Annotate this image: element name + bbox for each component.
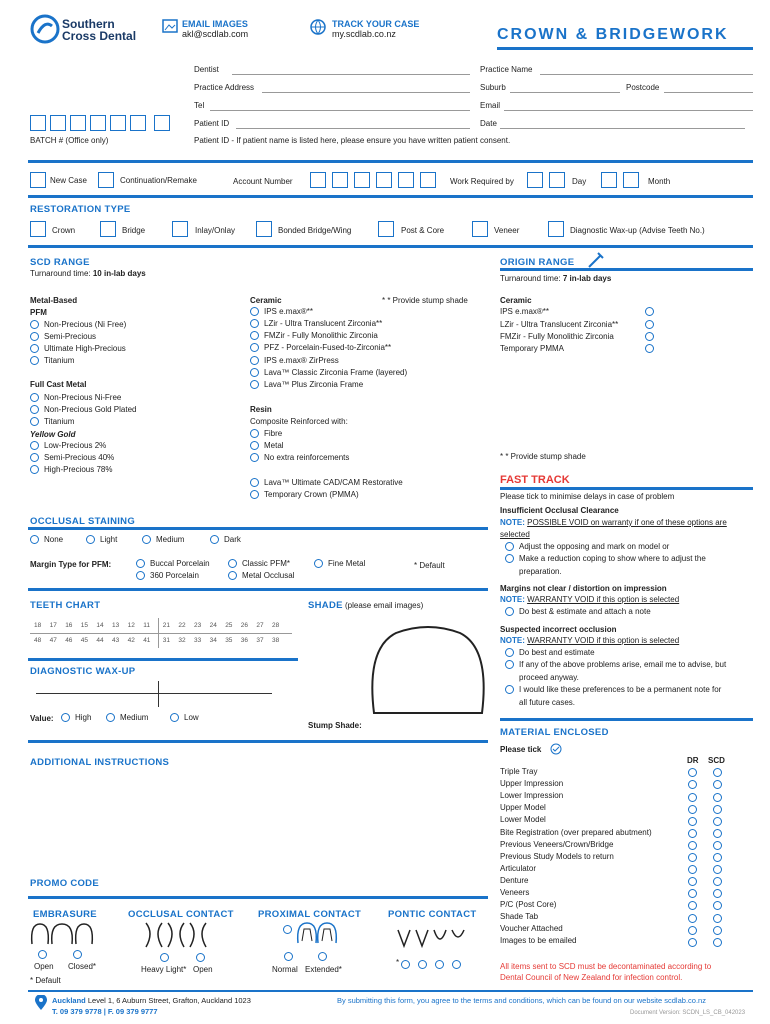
material-scd-radio[interactable] bbox=[713, 901, 727, 910]
ceramic-heading: Ceramic bbox=[250, 296, 282, 305]
embrasure-open-label: Open bbox=[34, 962, 54, 971]
material-scd-radio[interactable] bbox=[713, 889, 727, 898]
staining-option[interactable]: None bbox=[30, 534, 63, 546]
decontaminate-warning-1: All items sent to SCD must be decontaminated according to bbox=[500, 962, 712, 971]
occlusal-open-label: Open bbox=[193, 965, 213, 974]
tooth-14[interactable]: 14 bbox=[96, 622, 104, 629]
patient-id-label: Patient ID bbox=[194, 119, 230, 128]
margin-option[interactable]: Metal Occlusal bbox=[228, 570, 294, 582]
pontic-radio[interactable] bbox=[452, 960, 466, 969]
material-dr-radio[interactable] bbox=[688, 901, 702, 910]
promo-default: * Default bbox=[30, 976, 61, 985]
embrasure-closed-radio[interactable] bbox=[73, 950, 87, 959]
resin-option[interactable]: Fibre bbox=[250, 428, 282, 440]
restoration-post-label: Post & Core bbox=[401, 226, 445, 235]
day-label: Day bbox=[572, 177, 587, 186]
full-cast-option[interactable]: Non-Precious Ni-Free bbox=[30, 392, 121, 404]
additional-instructions-area[interactable] bbox=[30, 772, 488, 868]
ceramic-option[interactable]: LZir - Ultra Translucent Zirconia** bbox=[250, 318, 382, 330]
suburb-label: Suburb bbox=[480, 83, 506, 92]
material-dr-radio[interactable] bbox=[688, 768, 702, 777]
proximal-radio[interactable] bbox=[283, 925, 297, 934]
tooth-48[interactable]: 48 bbox=[34, 637, 42, 644]
please-tick-label: Please tick bbox=[500, 745, 542, 754]
occlusal-staining-title: OCCLUSAL STAINING bbox=[30, 516, 136, 527]
pfm-option[interactable]: Ultimate High-Precious bbox=[30, 343, 126, 355]
material-dr-radio[interactable] bbox=[688, 780, 702, 789]
tooth-42[interactable]: 42 bbox=[127, 637, 135, 644]
suspected-option-cont: proceed anyway. bbox=[519, 673, 579, 682]
origin-option-label: Temporary PMMA bbox=[500, 344, 565, 353]
tooth-28[interactable]: 28 bbox=[272, 622, 280, 629]
insufficient-note-2: selected bbox=[500, 530, 530, 539]
tooth-31[interactable]: 31 bbox=[162, 637, 171, 644]
restoration-bridge-label: Bridge bbox=[122, 226, 146, 235]
origin-turnaround: Turnaround time: 7 in-lab days bbox=[500, 274, 612, 283]
insufficient-option[interactable]: Adjust the opposing and mark on model or bbox=[505, 541, 669, 553]
new-case-label: New Case bbox=[50, 176, 87, 185]
patient-consent-note: Patient ID - If patient name is listed here, please ensure you have written patient consent. bbox=[194, 136, 511, 145]
material-scd-radio[interactable] bbox=[713, 792, 727, 801]
embrasure-teeth-icon bbox=[30, 922, 96, 948]
tooth-11[interactable]: 11 bbox=[143, 622, 150, 629]
origin-stump-note: * * Provide stump shade bbox=[500, 452, 586, 461]
resin-heading: Resin bbox=[250, 405, 272, 414]
shade-tooth-outline[interactable] bbox=[366, 623, 490, 717]
tooth-15[interactable]: 15 bbox=[80, 622, 89, 629]
suspected-option[interactable]: If any of the above problems arise, email me to advise, but bbox=[505, 659, 726, 671]
tooth-25[interactable]: 25 bbox=[225, 622, 233, 629]
additional-title: ADDITIONAL INSTRUCTIONS bbox=[30, 757, 170, 768]
permanent-note-option[interactable]: I would like these preferences to be a permanent note for bbox=[505, 684, 721, 696]
material-scd-radio[interactable] bbox=[713, 780, 727, 789]
practice-name-label: Practice Name bbox=[480, 65, 533, 74]
track-value[interactable]: my.scdlab.co.nz bbox=[332, 29, 396, 39]
origin-ceramic-heading: Ceramic bbox=[500, 296, 532, 305]
material-scd-radio[interactable] bbox=[713, 841, 727, 850]
yellow-gold-option[interactable]: Low-Precious 2% bbox=[30, 440, 106, 452]
margin-option[interactable]: 360 Porcelain bbox=[136, 570, 199, 582]
margin-option[interactable]: Buccal Porcelain bbox=[136, 558, 210, 570]
material-dr-radio[interactable] bbox=[688, 816, 702, 825]
restoration-bonded-checkbox[interactable] bbox=[256, 221, 272, 237]
postcode-field[interactable] bbox=[664, 92, 753, 93]
ceramic-option[interactable]: IPS e.max®** bbox=[250, 306, 313, 318]
date-label: Date bbox=[480, 119, 497, 128]
account-number-label: Account Number bbox=[233, 177, 293, 186]
tooth-13[interactable]: 13 bbox=[112, 622, 120, 629]
practice-name-field[interactable] bbox=[540, 74, 753, 75]
tooth-33[interactable]: 33 bbox=[194, 637, 202, 644]
footer-terms[interactable]: By submitting this form, you agree to the terms and conditions, which can be found on our website scdlab.co.nz bbox=[337, 996, 706, 1005]
origin-radio[interactable] bbox=[645, 320, 659, 329]
waxup-divider bbox=[158, 681, 159, 707]
shade-title: SHADE (please email images) bbox=[308, 600, 424, 611]
margin-default-note: * Default bbox=[414, 561, 445, 570]
tooth-16[interactable]: 16 bbox=[65, 622, 73, 629]
continuation-label: Continuation/Remake bbox=[120, 176, 197, 185]
tooth-12[interactable]: 12 bbox=[127, 622, 135, 629]
insufficient-option-cont: preparation. bbox=[519, 567, 562, 576]
pfm-option[interactable]: Semi-Precious bbox=[30, 331, 96, 343]
material-item-label: Shade Tab bbox=[500, 912, 539, 922]
material-scd-radio[interactable] bbox=[713, 768, 727, 777]
material-scd-radio[interactable] bbox=[713, 816, 727, 825]
day-box-1[interactable] bbox=[527, 172, 543, 188]
email-label: Email bbox=[480, 101, 501, 110]
tooth-17[interactable]: 17 bbox=[49, 622, 57, 629]
margin-option[interactable]: Fine Metal bbox=[314, 558, 365, 570]
scd-range-title: SCD RANGE bbox=[30, 257, 90, 268]
tooth-44[interactable]: 44 bbox=[96, 637, 104, 644]
material-item-label: Triple Tray bbox=[500, 767, 538, 776]
tooth-21[interactable]: 21 bbox=[162, 622, 171, 629]
tooth-26[interactable]: 26 bbox=[240, 622, 249, 629]
tel-label: Tel bbox=[194, 101, 205, 110]
tooth-34[interactable]: 34 bbox=[209, 637, 217, 644]
tooth-22[interactable]: 22 bbox=[178, 622, 186, 629]
suspected-option[interactable]: Do best and estimate bbox=[505, 647, 595, 659]
occlusal-heavy-radio[interactable] bbox=[160, 953, 174, 962]
margin-option[interactable]: Classic PFM* bbox=[228, 558, 290, 570]
tooth-23[interactable]: 23 bbox=[194, 622, 202, 629]
staining-option[interactable]: Medium bbox=[142, 534, 184, 546]
waxup-line bbox=[36, 693, 272, 694]
resin-option[interactable]: No extra reinforcements bbox=[250, 452, 349, 464]
tooth-36[interactable]: 36 bbox=[240, 637, 249, 644]
scd-turnaround: Turnaround time: 10 in-lab days bbox=[30, 269, 146, 278]
suburb-field[interactable] bbox=[510, 92, 620, 93]
origin-radio[interactable] bbox=[645, 344, 659, 353]
material-item-label: Previous Study Models to return bbox=[500, 851, 614, 861]
new-case-checkbox[interactable] bbox=[30, 172, 46, 188]
occlusal-heavy-label: Heavy Light* bbox=[141, 965, 187, 974]
month-box-1[interactable] bbox=[601, 172, 617, 188]
metal-based-heading: Metal-Based bbox=[30, 296, 78, 305]
globe-icon bbox=[310, 19, 326, 37]
permanent-note-cont: all future cases. bbox=[519, 698, 576, 707]
lava-ultimate-option[interactable]: Lava™ Ultimate CAD/CAM Restorative bbox=[250, 477, 403, 489]
material-scd-radio[interactable] bbox=[713, 925, 727, 934]
email-field[interactable] bbox=[504, 110, 753, 111]
proximal-contact-title: PROXIMAL CONTACT bbox=[258, 909, 362, 920]
insufficient-option[interactable]: Make a reduction coping to show where to adjust the bbox=[505, 553, 706, 565]
tooth-18[interactable]: 18 bbox=[34, 622, 42, 629]
patient-id-field[interactable] bbox=[236, 128, 470, 129]
material-scd-radio[interactable] bbox=[713, 937, 727, 946]
tooth-38[interactable]: 38 bbox=[272, 637, 280, 644]
ceramic-option[interactable]: Lava™ Classic Zirconia Frame (layered) bbox=[250, 367, 407, 379]
tooth-27[interactable]: 27 bbox=[256, 622, 264, 629]
material-dr-radio[interactable] bbox=[688, 792, 702, 801]
location-icon bbox=[34, 995, 48, 1013]
origin-radio[interactable] bbox=[645, 307, 659, 316]
postcode-label: Postcode bbox=[626, 83, 660, 92]
ceramic-option[interactable]: PFZ - Porcelain-Fused-to-Zirconia** bbox=[250, 342, 391, 354]
tooth-47[interactable]: 47 bbox=[49, 637, 57, 644]
origin-radio[interactable] bbox=[645, 332, 659, 341]
month-label: Month bbox=[648, 177, 671, 186]
occlusal-contact-teeth-icon bbox=[144, 921, 214, 951]
tooth-45[interactable]: 45 bbox=[80, 637, 89, 644]
material-scd-radio[interactable] bbox=[713, 865, 727, 874]
material-item-label: Voucher Attached bbox=[500, 924, 563, 934]
material-scd-radio[interactable] bbox=[713, 853, 727, 862]
material-dr-radio[interactable] bbox=[688, 913, 702, 922]
logo-text: Southern Cross Dental bbox=[62, 17, 137, 43]
pfm-option[interactable]: Non-Precious (Ni Free) bbox=[30, 319, 126, 331]
restoration-crown-label: Crown bbox=[52, 226, 76, 235]
material-item-label: Upper Model bbox=[500, 803, 546, 813]
wax-value-option[interactable]: Low bbox=[170, 712, 199, 724]
teeth-chart-title: TEETH CHART bbox=[30, 600, 101, 611]
margins-option[interactable]: Do best & estimate and attach a note bbox=[505, 606, 651, 618]
embrasure-open-radio[interactable] bbox=[38, 950, 52, 959]
ceramic-option[interactable]: IPS e.max® ZirPress bbox=[250, 355, 339, 367]
material-title: MATERIAL ENCLOSED bbox=[500, 727, 609, 738]
restoration-inlay-label: Inlay/Onlay bbox=[195, 226, 236, 235]
fast-track-intro: Please tick to minimise delays in case of problem bbox=[500, 492, 675, 501]
footer-address: Auckland Level 1, 6 Auburn Street, Grafton, Auckland 1023 bbox=[52, 996, 251, 1005]
tooth-46[interactable]: 46 bbox=[65, 637, 73, 644]
decontaminate-warning-2: Dental Council of New Zealand for infection control. bbox=[500, 973, 683, 982]
origin-option-label: LZir - Ultra Translucent Zirconia** bbox=[500, 320, 619, 329]
practice-address-label: Practice Address bbox=[194, 83, 255, 92]
tick-icon bbox=[550, 743, 562, 757]
restoration-veneer-checkbox[interactable] bbox=[472, 221, 488, 237]
material-item-label: Denture bbox=[500, 875, 529, 885]
batch-label: BATCH # (Office only) bbox=[30, 136, 109, 145]
restoration-post-checkbox[interactable] bbox=[378, 221, 394, 237]
full-cast-heading: Full Cast Metal bbox=[30, 380, 87, 389]
material-dr-radio[interactable] bbox=[688, 889, 702, 898]
stump-shade-label: Stump Shade: bbox=[308, 721, 362, 730]
restoration-crown-checkbox[interactable] bbox=[30, 221, 46, 237]
pontic-default-star: * bbox=[396, 958, 400, 967]
proximal-extended-label: Extended* bbox=[305, 965, 342, 974]
pontic-radio[interactable] bbox=[401, 960, 415, 969]
pontic-teeth-icon bbox=[396, 928, 468, 950]
pontic-radio[interactable] bbox=[435, 960, 449, 969]
fast-track-title: FAST TRACK bbox=[500, 474, 570, 486]
dentist-field[interactable] bbox=[232, 74, 470, 75]
material-item-label: Upper Impression bbox=[500, 779, 564, 789]
restoration-inlay-checkbox[interactable] bbox=[172, 221, 188, 237]
tooth-37[interactable]: 37 bbox=[256, 637, 264, 644]
ceramic-option[interactable]: FMZir - Fully Monolithic Zirconia bbox=[250, 330, 378, 342]
material-item-label: Bite Registration (over prepared abutment) bbox=[500, 827, 652, 837]
material-dr-radio[interactable] bbox=[688, 841, 702, 850]
tooth-43[interactable]: 43 bbox=[112, 637, 120, 644]
full-cast-option[interactable]: Titanium bbox=[30, 416, 74, 428]
material-item-label: Previous Veneers/Crown/Bridge bbox=[500, 839, 614, 849]
temp-crown-option[interactable]: Temporary Crown (PMMA) bbox=[250, 489, 359, 501]
restoration-waxup-label: Diagnostic Wax-up (Advise Teeth No.) bbox=[570, 226, 705, 235]
yellow-gold-heading: Yellow Gold bbox=[30, 430, 76, 439]
pfm-heading: PFM bbox=[30, 308, 47, 317]
waxup-title: DIAGNOSTIC WAX-UP bbox=[30, 666, 136, 677]
pontic-radio[interactable] bbox=[418, 960, 432, 969]
material-dr-radio[interactable] bbox=[688, 925, 702, 934]
origin-option-label: FMZir - Fully Monolithic Zirconia bbox=[500, 332, 614, 341]
tooth-41[interactable]: 41 bbox=[143, 637, 151, 644]
restoration-bonded-label: Bonded Bridge/Wing bbox=[278, 226, 352, 235]
proximal-extended-radio[interactable] bbox=[318, 952, 332, 961]
day-box-2[interactable] bbox=[549, 172, 565, 188]
scd-column-header: SCD bbox=[708, 756, 725, 765]
teeth-divider-h bbox=[30, 633, 292, 634]
continuation-checkbox[interactable] bbox=[98, 172, 114, 188]
restoration-title: RESTORATION TYPE bbox=[30, 204, 131, 215]
tooth-32[interactable]: 32 bbox=[178, 637, 186, 644]
wax-value-label: Value: bbox=[30, 714, 54, 723]
suspected-note: NOTE: WARRANTY VOID if this option is selected bbox=[500, 636, 680, 645]
staining-option[interactable]: Light bbox=[86, 534, 117, 546]
restoration-waxup-checkbox[interactable] bbox=[548, 221, 564, 237]
staining-option[interactable]: Dark bbox=[210, 534, 241, 546]
material-scd-radio[interactable] bbox=[713, 877, 727, 886]
material-scd-radio[interactable] bbox=[713, 913, 727, 922]
margins-heading: Margins not clear / distortion on impression bbox=[500, 584, 667, 593]
material-scd-radio[interactable] bbox=[713, 804, 727, 813]
document-version: Document Version: SCDN_LS_CB_042023 bbox=[630, 1010, 746, 1016]
email-images-value[interactable]: akl@scdlab.com bbox=[182, 29, 249, 39]
ceramic-option[interactable]: Lava™ Plus Zirconia Frame bbox=[250, 379, 363, 391]
margins-note: NOTE: WARRANTY VOID if this option is selected bbox=[500, 595, 680, 604]
embrasure-closed-label: Closed* bbox=[68, 962, 97, 971]
occlusal-contact-title: OCCLUSAL CONTACT bbox=[128, 909, 234, 920]
suspected-heading: Suspected incorrect occlusion bbox=[500, 625, 617, 634]
proximal-teeth-icon bbox=[296, 921, 338, 947]
proximal-normal-radio[interactable] bbox=[284, 952, 298, 961]
material-item-label: Articulator bbox=[500, 863, 537, 873]
stump-shade-note: * * Provide stump shade bbox=[382, 296, 468, 305]
proximal-normal-label: Normal bbox=[272, 965, 298, 974]
origin-option-label: IPS e.max®** bbox=[500, 307, 550, 316]
tel-field[interactable] bbox=[210, 110, 470, 111]
material-dr-radio[interactable] bbox=[688, 804, 702, 813]
material-item-label: Lower Model bbox=[500, 815, 546, 825]
work-required-label: Work Required by bbox=[450, 177, 514, 186]
logo-icon bbox=[30, 14, 60, 44]
tooth-24[interactable]: 24 bbox=[209, 622, 217, 629]
material-dr-radio[interactable] bbox=[688, 877, 702, 886]
footer-phone: T. 09 379 9778 | F. 09 379 9777 bbox=[52, 1007, 158, 1016]
logo bbox=[30, 14, 60, 46]
material-dr-radio[interactable] bbox=[688, 829, 702, 838]
form-title: CROWN & BRIDGEWORK bbox=[497, 26, 729, 43]
material-dr-radio[interactable] bbox=[688, 937, 702, 946]
origin-range-title: ORIGIN RANGE bbox=[500, 257, 575, 268]
margin-type-label: Margin Type for PFM: bbox=[30, 560, 112, 569]
composite-label: Composite Reinforced with: bbox=[250, 417, 348, 426]
email-images-icon bbox=[162, 19, 178, 35]
pfm-option[interactable]: Titanium bbox=[30, 355, 74, 367]
email-images-title: EMAIL IMAGES bbox=[182, 19, 248, 29]
material-item-label: Lower Impression bbox=[500, 791, 564, 801]
pontic-contact-title: PONTIC CONTACT bbox=[388, 909, 477, 920]
dr-column-header: DR bbox=[687, 756, 699, 765]
insufficient-note: NOTE: POSSIBLE VOID on warranty if one of these options are bbox=[500, 518, 727, 527]
insufficient-heading: Insufficient Occlusal Clearance bbox=[500, 506, 619, 515]
material-scd-radio[interactable] bbox=[713, 829, 727, 838]
material-dr-radio[interactable] bbox=[688, 865, 702, 874]
wax-value-option[interactable]: Medium bbox=[106, 712, 148, 724]
material-item-label: Veneers bbox=[500, 888, 530, 897]
restoration-veneer-label: Veneer bbox=[494, 226, 520, 235]
embrasure-title: EMBRASURE bbox=[33, 909, 97, 920]
material-dr-radio[interactable] bbox=[688, 853, 702, 862]
track-title: TRACK YOUR CASE bbox=[332, 19, 420, 29]
full-cast-option[interactable]: Non-Precious Gold Plated bbox=[30, 404, 137, 416]
tooth-35[interactable]: 35 bbox=[225, 637, 233, 644]
restoration-bridge-checkbox[interactable] bbox=[100, 221, 116, 237]
resin-option[interactable]: Metal bbox=[250, 440, 284, 452]
yellow-gold-option[interactable]: High-Precious 78% bbox=[30, 464, 112, 476]
practice-address-field[interactable] bbox=[262, 92, 470, 93]
wax-value-option[interactable]: High bbox=[61, 712, 91, 724]
month-box-2[interactable] bbox=[623, 172, 639, 188]
occlusal-open-radio[interactable] bbox=[196, 953, 210, 962]
date-field[interactable] bbox=[500, 128, 745, 129]
dentist-label: Dentist bbox=[194, 65, 219, 74]
yellow-gold-option[interactable]: Semi-Precious 40% bbox=[30, 452, 114, 464]
promo-title: PROMO CODE bbox=[30, 878, 99, 889]
material-item-label: Images to be emailed bbox=[500, 936, 577, 946]
material-item-label: P/C (Post Core) bbox=[500, 900, 557, 910]
